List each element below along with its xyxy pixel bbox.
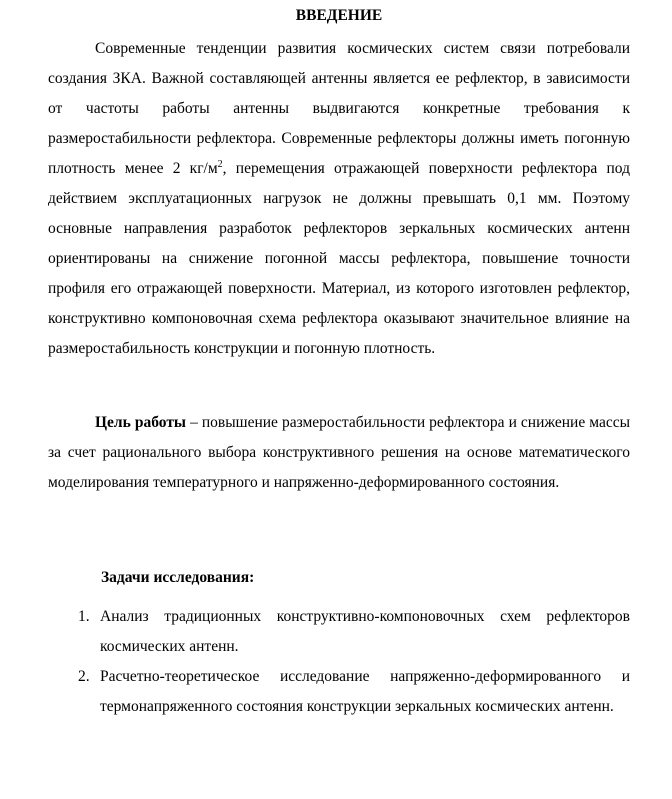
list-item <box>48 602 630 662</box>
intro-paragraph <box>48 34 630 364</box>
aim-label: Цель работы <box>95 414 187 431</box>
list-item-text: Анализ традиционных конструктивно-компоновочных схем рефлекторов космических антенн. <box>100 608 630 655</box>
tasks-list <box>48 602 630 722</box>
superscript-exponent: 2 <box>217 158 223 170</box>
list-item <box>48 662 630 722</box>
intro-text-part-1: Современные тенденции развития космических систем связи потребовали создания ЗКА. Важной составляющей антенны является ее рефлектор, в зависимости от частоты работы антенны выдвигаются конкретные требования к размеростабильности рефлектора. Современные рефлекторы должны иметь погонную плотность менее 2 кг/м <box>48 40 630 177</box>
tasks-title: Задачи исследования: <box>101 569 255 586</box>
document-page <box>48 6 630 722</box>
list-item-number: 1. <box>78 608 90 625</box>
aim-text: – повышение размеростабильности рефлектора и снижение массы за счет рационального выбора конструктивного решения на основе математического моделирования температурного и напряженно-деформированного состояния. <box>48 414 630 491</box>
list-item-text: Расчетно-теоретическое исследование напряженно-деформированного и термонапряженного состояния конструкции зеркальных космических антенн. <box>100 668 630 715</box>
intro-text-part-2: , перемещения отражающей поверхности рефлектора под действием эксплуатационных нагрузок не должны превышать 0,1 мм. Поэтому основные направления разработок рефлекторов зеркальных космических антенн ориентированы на снижение погонной массы рефлектора, повышение точности профиля его отражающей поверхности. Материал, из которого изготовлен рефлектор, конструктивно компоновочная схема рефлектора оказывают значительное влияние на размеростабильность конструкции и погонную плотность. <box>48 160 630 357</box>
page-title: ВВЕДЕНИЕ <box>295 7 383 24</box>
list-item-number: 2. <box>78 668 90 685</box>
aim-paragraph <box>48 408 630 498</box>
